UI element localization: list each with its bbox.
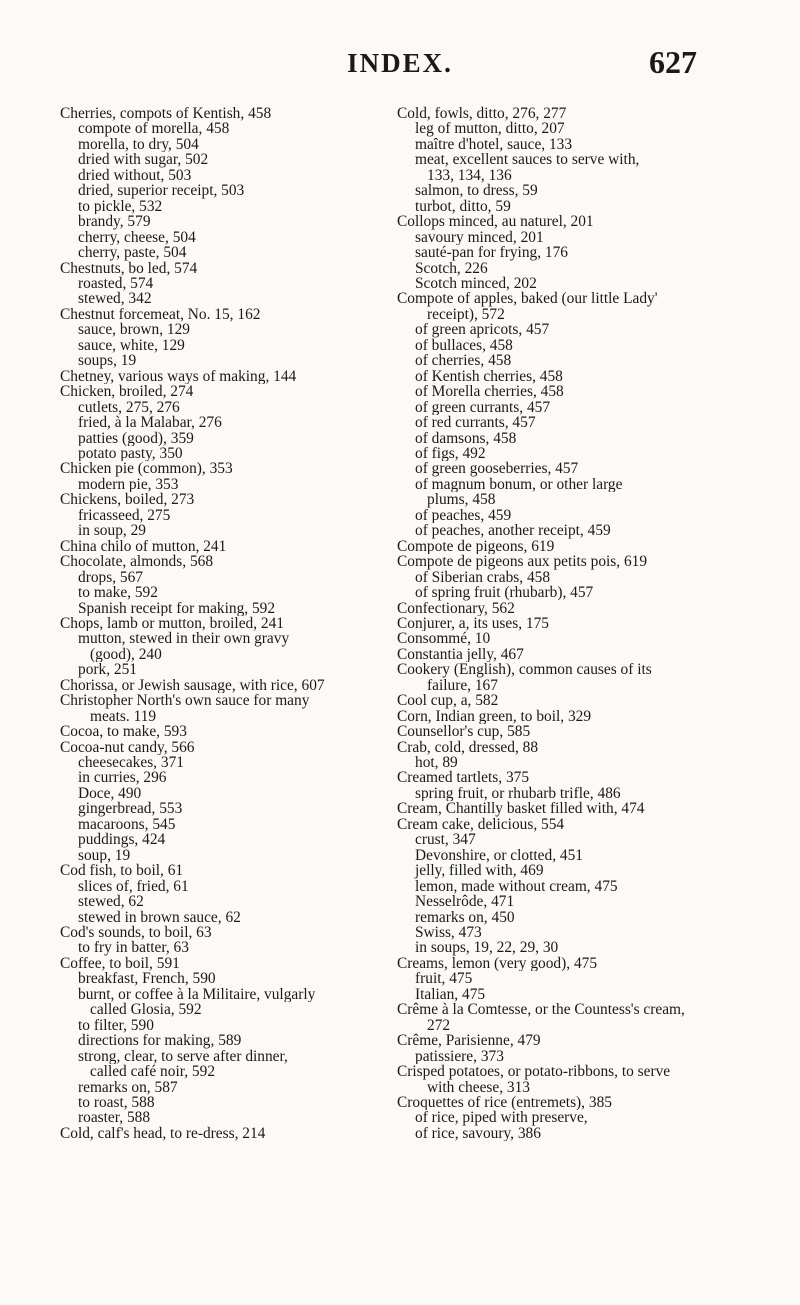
index-subentry: jelly, filled with, 469: [415, 863, 544, 879]
index-subentry: of peaches, another receipt, 459: [415, 523, 611, 539]
index-subentry: fruit, 475: [415, 971, 473, 987]
index-subentry: savoury minced, 201: [415, 229, 544, 246]
index-subentry: spring fruit, or rhubarb trifle, 486: [415, 785, 621, 802]
index-subentry: drops, 567: [78, 569, 143, 586]
index-subentry: strong, clear, to serve after dinner,: [78, 1048, 288, 1065]
index-subentry: mutton, stewed in their own gravy: [78, 631, 290, 647]
index-subentry: modern pie, 353: [78, 476, 179, 493]
index-entry: Chicken, broiled, 274: [60, 384, 194, 400]
index-entry: Creams, lemon (very good), 475: [397, 955, 598, 972]
index-subentry: Nesselrôde, 471: [415, 894, 515, 910]
index-subentry: cherry, paste, 504: [78, 245, 187, 261]
index-entry: Cocoa-nut candy, 566: [60, 739, 195, 756]
index-subentry: of red currants, 457: [415, 415, 536, 431]
index-entry: Cold, calf's head, to re-dress, 214: [60, 1125, 266, 1142]
index-entry: Chetney, various ways of making, 144: [60, 368, 297, 385]
index-entry: Crême, Parisienne, 479: [397, 1033, 541, 1049]
index-subentry: cherry, cheese, 504: [78, 229, 196, 246]
index-subentry: compote of morella, 458: [78, 121, 230, 137]
index-subentry: of bullaces, 458: [415, 337, 513, 354]
index-subentry: Scotch minced, 202: [415, 275, 537, 292]
index-subentry: soup, 19: [78, 847, 131, 864]
index-entry: Christopher North's own sauce for many: [60, 693, 310, 709]
index-entry: Cookery (English), common causes of its: [397, 662, 652, 678]
index-subentry: sauté-pan for frying, 176: [415, 245, 569, 261]
index-subentry: remarks on, 450: [415, 909, 515, 926]
index-subentry: plums, 458: [427, 492, 496, 508]
index-subentry: receipt), 572: [427, 306, 505, 323]
index-subentry: of Siberian crabs, 458: [415, 569, 551, 586]
index-subentry: meats. 119: [90, 708, 157, 725]
index-subentry: crust, 347: [415, 832, 476, 848]
index-entry: Chocolate, almonds, 568: [60, 554, 214, 570]
index-entry: Cherries, compots of Kentish, 458: [60, 106, 272, 122]
index-subentry: salmon, to dress, 59: [415, 183, 538, 199]
index-subentry: stewed, 342: [78, 291, 152, 307]
index-entry: Cod's sounds, to boil, 63: [60, 925, 212, 941]
index-entry: Consommé, 10: [397, 631, 491, 647]
index-subentry: dried with sugar, 502: [78, 152, 209, 168]
index-entry: Compote de pigeons aux petits pois, 619: [397, 554, 648, 570]
index-subentry: remarks on, 587: [78, 1079, 178, 1095]
index-subentry: leg of mutton, ditto, 207: [415, 121, 565, 137]
index-entry: Compote of apples, baked (our little Lady': [397, 291, 658, 307]
index-subentry: potato pasty, 350: [78, 445, 183, 462]
page-number: 627: [649, 44, 697, 80]
index-subentry: to filter, 590: [78, 1017, 154, 1034]
index-entry: Chicken pie (common), 353: [60, 461, 233, 477]
index-subentry: patties (good), 359: [78, 430, 194, 446]
page-title: INDEX.: [347, 48, 453, 78]
index-subentry: (good), 240: [90, 646, 162, 663]
index-entry: Chorissa, or Jewish sausage, with rice, 607: [60, 677, 325, 694]
index-entry: Collops minced, au naturel, 201: [397, 214, 594, 230]
index-entry: Crab, cold, dressed, 88: [397, 739, 539, 756]
index-subentry: dried without, 503: [78, 167, 192, 184]
index-entry: Constantia jelly, 467: [397, 646, 524, 663]
index-subentry: failure, 167: [427, 677, 498, 694]
index-entry: Counsellor's cup, 585: [397, 724, 531, 740]
index-entry: Corn, Indian green, to boil, 329: [397, 708, 592, 725]
index-subentry: Devonshire, or clotted, 451: [415, 847, 583, 864]
index-subentry: dried, superior receipt, 503: [78, 183, 245, 199]
index-column-left: [60, 106, 390, 1141]
index-subentry: soups, 19: [78, 353, 137, 369]
index-subentry: macaroons, 545: [78, 816, 176, 833]
index-subentry: breakfast, French, 590: [78, 971, 216, 987]
index-entry: Creamed tartlets, 375: [397, 770, 530, 786]
index-subentry: cutlets, 275, 276: [78, 399, 180, 416]
index-subentry: directions for making, 589: [78, 1033, 242, 1049]
index-entry: China chilo of mutton, 241: [60, 538, 227, 555]
index-entry: Crisped potatoes, or potato-ribbons, to serve: [397, 1064, 671, 1080]
index-entry: Confectionary, 562: [397, 600, 515, 616]
index-entry: Crême à la Comtesse, or the Countess's cream,: [397, 1002, 685, 1018]
index-subentry: with cheese, 313: [427, 1079, 531, 1095]
index-subentry: sauce, white, 129: [78, 337, 185, 354]
index-subentry: stewed in brown sauce, 62: [78, 909, 241, 926]
index-subentry: of magnum bonum, or other large: [415, 476, 623, 493]
index-entry: Chestnut forcemeat, No. 15, 162: [60, 306, 261, 323]
index-entry: Coffee, to boil, 591: [60, 955, 180, 972]
index-entry: Cream cake, delicious, 554: [397, 816, 565, 833]
index-subentry: maître d'hotel, sauce, 133: [415, 136, 573, 153]
index-subentry: in curries, 296: [78, 770, 167, 786]
index-subentry: sauce, brown, 129: [78, 322, 190, 338]
index-subentry: fricasseed, 275: [78, 507, 171, 524]
index-subentry: meat, excellent sauces to serve with,: [415, 152, 640, 168]
index-subentry: brandy, 579: [78, 214, 151, 230]
index-subentry: of green apricots, 457: [415, 322, 550, 338]
index-subentry: slices of, fried, 61: [78, 878, 189, 895]
index-subentry: Swiss, 473: [415, 925, 482, 941]
index-subentry: called Glosia, 592: [90, 1002, 202, 1018]
index-subentry: to pickle, 532: [78, 198, 163, 215]
index-subentry: Italian, 475: [415, 986, 486, 1003]
index-subentry: roasted, 574: [78, 275, 154, 292]
index-subentry: called café noir, 592: [90, 1064, 216, 1080]
index-subentry: of Morella cherries, 458: [415, 384, 564, 400]
index-entry: Cool cup, a, 582: [397, 693, 499, 709]
index-entry: Cream, Chantilly basket filled with, 474: [397, 801, 645, 817]
index-entry: Chestnuts, bo led, 574: [60, 260, 198, 276]
index-subentry: Doce, 490: [78, 785, 142, 802]
index-subentry: 133, 134, 136: [427, 167, 512, 184]
index-subentry: cheesecakes, 371: [78, 755, 184, 771]
index-subentry: to make, 592: [78, 585, 158, 601]
index-column-right: [397, 106, 742, 1141]
page-header: [0, 44, 800, 98]
index-subentry: of green gooseberries, 457: [415, 461, 579, 477]
index-subentry: stewed, 62: [78, 894, 144, 910]
index-subentry: Spanish receipt for making, 592: [78, 600, 276, 616]
index-entry: Conjurer, a, its uses, 175: [397, 615, 549, 632]
index-subentry: burnt, or coffee à la Militaire, vulgarly: [78, 986, 316, 1003]
index-subentry: of rice, piped with preserve,: [415, 1110, 588, 1126]
index-subentry: hot, 89: [415, 755, 458, 771]
index-subentry: roaster, 588: [78, 1110, 151, 1126]
index-entry: Compote de pigeons, 619: [397, 538, 555, 555]
index-subentry: of peaches, 459: [415, 507, 512, 524]
index-subentry: patissiere, 373: [415, 1048, 504, 1065]
index-subentry: of spring fruit (rhubarb), 457: [415, 585, 594, 601]
index-subentry: puddings, 424: [78, 832, 166, 848]
index-entry: Croquettes of rice (entremets), 385: [397, 1095, 612, 1111]
index-subentry: to fry in batter, 63: [78, 940, 189, 956]
index-subentry: gingerbread, 553: [78, 801, 183, 817]
index-entry: Cod fish, to boil, 61: [60, 863, 184, 879]
index-entry: Cocoa, to make, 593: [60, 724, 187, 740]
index-subentry: of Kentish cherries, 458: [415, 368, 563, 385]
index-subentry: in soups, 19, 22, 29, 30: [415, 940, 559, 956]
index-subentry: of rice, savoury, 386: [415, 1125, 541, 1142]
index-entry: Cold, fowls, ditto, 276, 277: [397, 106, 567, 122]
index-subentry: of cherries, 458: [415, 353, 512, 369]
index-subentry: in soup, 29: [78, 523, 146, 539]
index-subentry: of damsons, 458: [415, 430, 517, 446]
index-subentry: Scotch, 226: [415, 260, 488, 276]
index-subentry: lemon, made without cream, 475: [415, 878, 618, 895]
index-subentry: turbot, ditto, 59: [415, 198, 511, 215]
index-subentry: fried, à la Malabar, 276: [78, 415, 222, 431]
index-subentry: 272: [427, 1017, 451, 1034]
index-subentry: pork, 251: [78, 662, 137, 678]
index-subentry: of figs, 492: [415, 445, 486, 462]
index-subentry: to roast, 588: [78, 1095, 155, 1111]
index-subentry: of green currants, 457: [415, 399, 551, 416]
index-entry: Chickens, boiled, 273: [60, 492, 195, 508]
index-entry: Chops, lamb or mutton, broiled, 241: [60, 615, 285, 632]
index-subentry: morella, to dry, 504: [78, 136, 199, 153]
